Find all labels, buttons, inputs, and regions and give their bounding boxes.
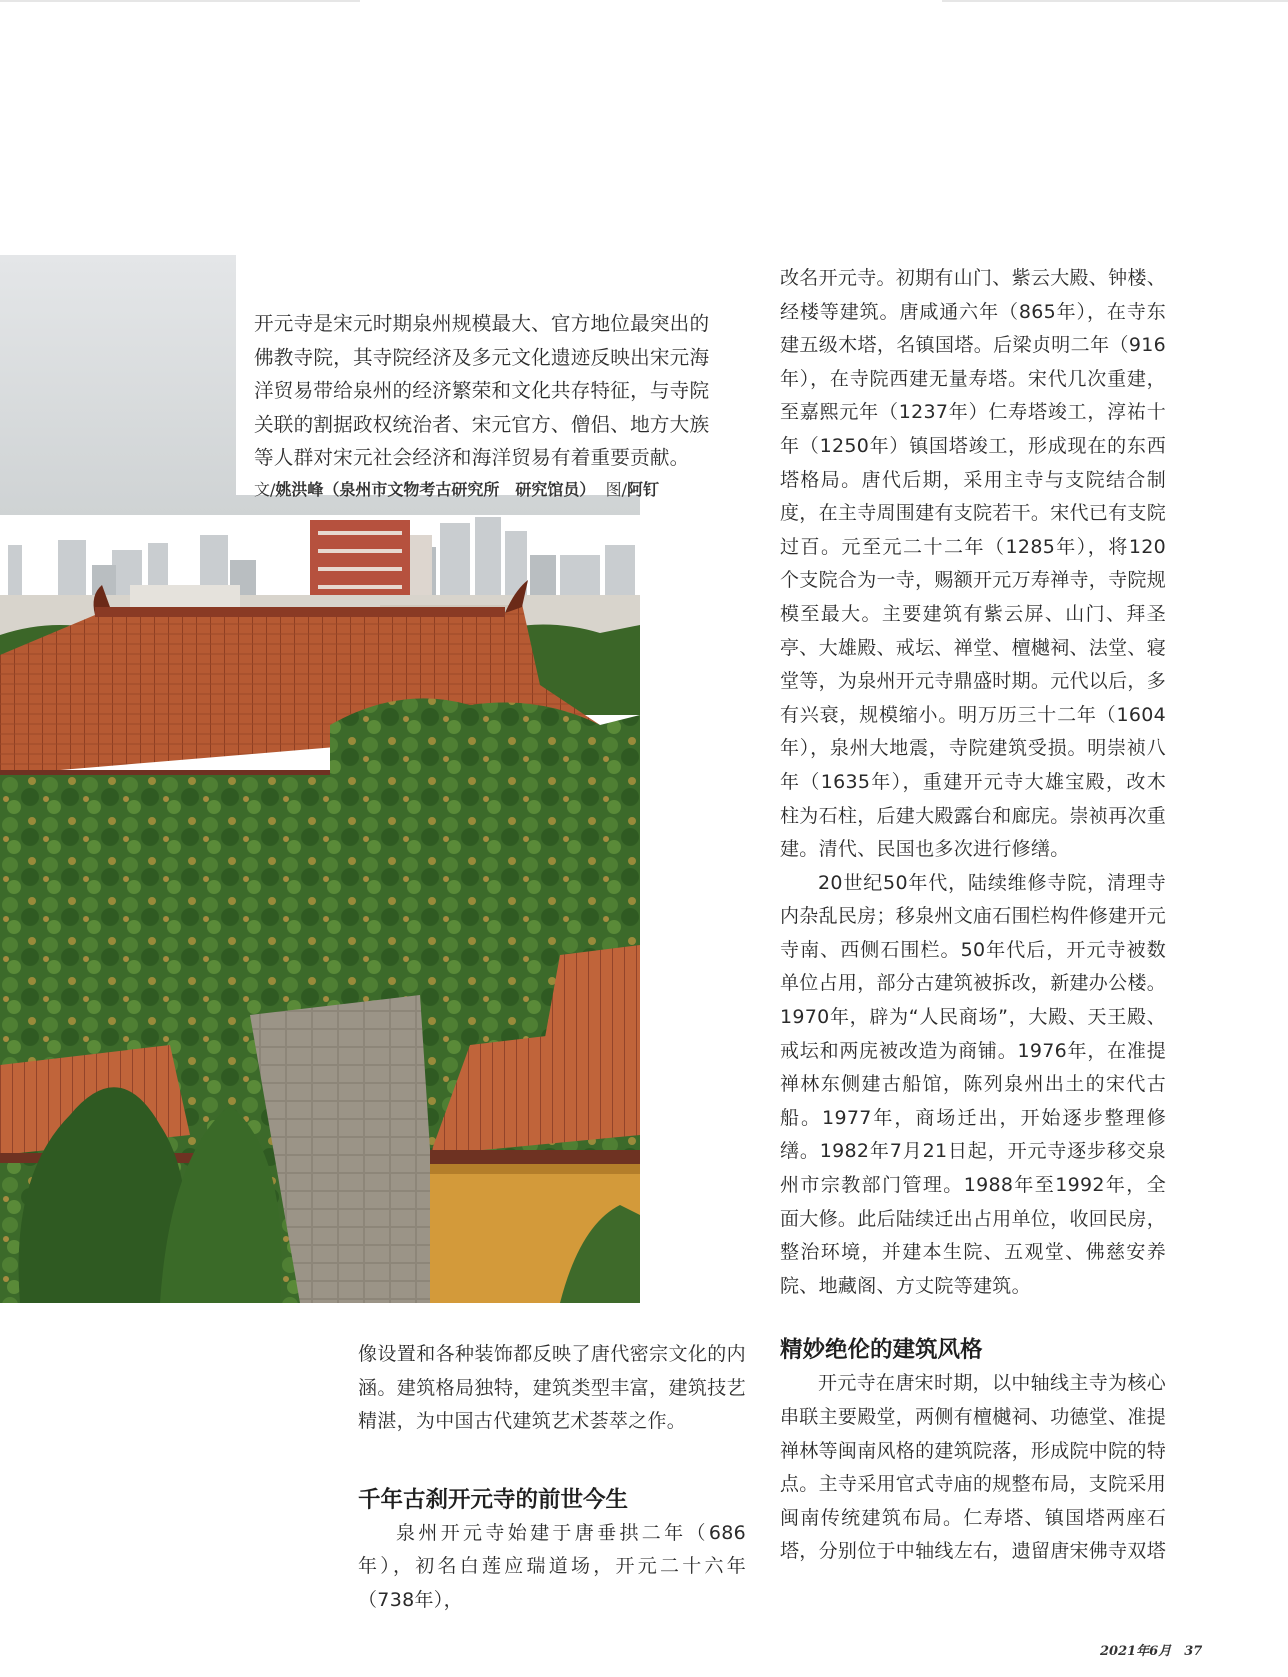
right-para-1: 改名开元寺。初期有山门、紫云大殿、钟楼、经楼等建筑。唐咸通六年（865年），在寺东建五级木塔，名镇国塔。后梁贞明二年（916年），在寺院西建无量寿塔。宋代几次重建，至嘉熙元年（1237年）仁寿塔竣工，淳祐十年（1250年）镇国塔竣工，形成现在的东西塔格局。唐代后期，采用主寺与支院结合制度，在主寺周围建有支院若干。宋代已有支院过百。元至元二十二年（1285年），将120个支院合为一寺，赐额开元万寿禅寺，寺院规模至最大。主要建筑有紫云屏、山门、拜圣亭、大雄殿、戒坛、禅堂、檀樾祠、法堂、寝堂等，为泉州开元寺鼎盛时期。元代以后，多有兴衰，规模缩小。明万历三十二年（1604年），泉州大地震，寺院建筑受损。明崇祯八年（1635年），重建开元寺大雄宝殿，改木柱为石柱，后建大殿露台和廊庑。崇祯再次重建。清代、民国也多次进行修缮。 (780, 267, 1167, 861)
left-para-2: 泉州开元寺始建于唐垂拱二年（686年），初名白莲应瑞道场，开元二十六年（738年）， (358, 1521, 746, 1611)
right-para-2: 20世纪50年代，陆续维修寺院，清理寺内杂乱民房；移泉州文庙石围栏构件修建开元寺南、西侧石围栏。50年代后，开元寺被数单位占用，部分古建筑被拆改，新建办公楼。1970年，辟为“人民商场”，大殿、天王殿、戒坛和两庑被改造为商铺。1976年，在准提禅林东侧建古船馆，陈列泉州出土的宋代古船。1977年，商场迁出，开始逐步整理修缮。1982年7月21日起，开元寺逐步移交泉州市宗教部门管理。1988年至1992年，全面大修。此后陆续迁出占用单位，收回民房，整治环境，并建本生院、五观堂、佛慈安养院、地藏阁、方丈院等建筑。 (780, 871, 1167, 1297)
top-rule-right (942, 0, 1288, 2)
right-column (780, 262, 1166, 1569)
intro-box (236, 255, 722, 499)
left-column (358, 1338, 746, 1618)
photographer-name: 阿钉 (627, 479, 660, 499)
left-para-1: 像设置和各种装饰都反映了唐代密宗文化的内涵。建筑格局独特，建筑类型丰富，建筑技艺精湛，为中国古代建筑艺术荟萃之作。 (358, 1343, 746, 1433)
intro-text: 开元寺是宋元时期泉州规模最大、官方地位最突出的佛教寺院，其寺院经济及多元文化遗迹反映出宋元海洋贸易带给泉州的经济繁荣和文化共存特征，与寺院关联的割据政权统治者、宋元官方、僧侣、地方大族等人群对宋元社会经济和海洋贸易有着重要贡献。 (254, 312, 710, 469)
author-name: 姚洪峰（泉州市文物考古研究所 研究馆员） (275, 479, 596, 499)
top-rule-left (0, 0, 360, 2)
section-heading-architecture: 精妙绝伦的建筑风格 (780, 1337, 983, 1364)
credit-line (254, 476, 722, 504)
section-heading-history: 千年古刹开元寺的前世今生 (358, 1486, 629, 1513)
right-para-3: 开元寺在唐宋时期，以中轴线主寺为核心串联主要殿堂，两侧有檀樾祠、功德堂、准提禅林等闽南风格的建筑院落，形成院中院的特点。主寺采用官式寺庙的规整布局，支院采用闽南传统建筑布局。仁寿塔、镇国塔两座石塔，分别位于中轴线左右，遗留唐宋佛寺双塔 (780, 1372, 1167, 1563)
credit-prefix: 文/ (254, 479, 276, 499)
photo-prefix: 图/ (605, 479, 627, 499)
page-folio: 2021年6月 37 (1100, 1644, 1203, 1659)
